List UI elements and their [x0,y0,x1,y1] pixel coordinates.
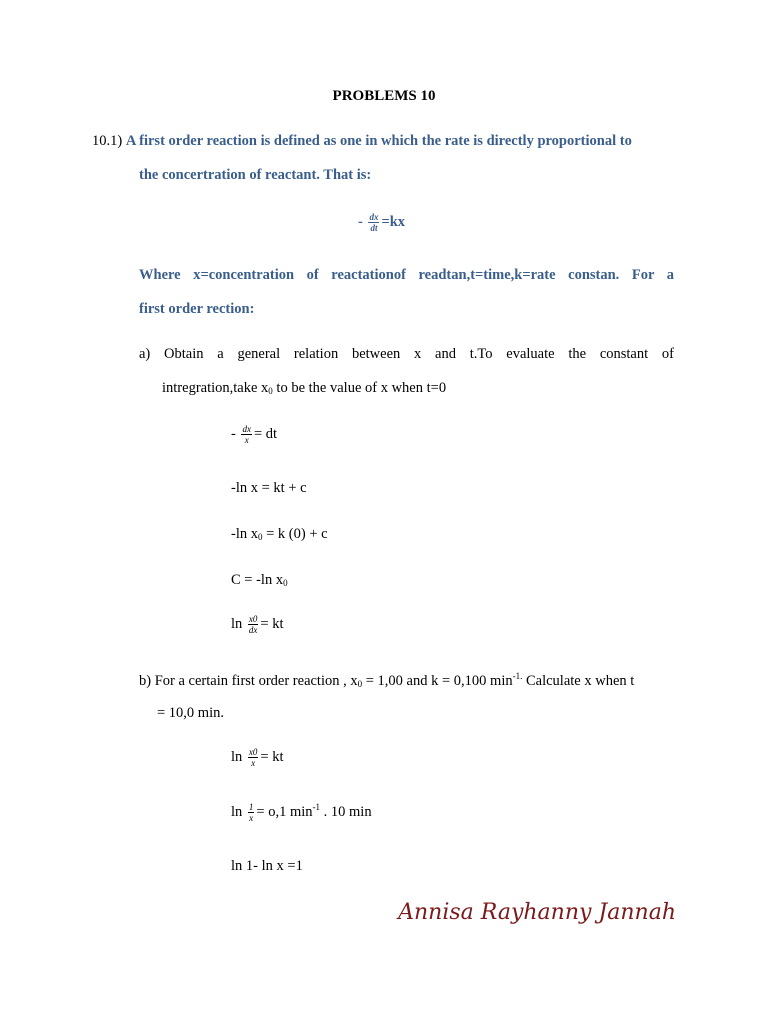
step-fraction [248,614,259,635]
step-fraction [248,802,255,823]
where-line2: first order rection: [139,301,255,317]
rate-equation-minus: - [358,213,363,230]
part-b-line2: = 10,0 min. [157,705,224,721]
step-rhs: = dt [253,425,278,442]
problem-intro-line1 [92,133,632,150]
step-ln: ln [231,804,243,820]
part-a-step1 [231,424,277,445]
fraction-numerator: dx [242,424,251,434]
fraction-denominator: x [249,813,254,824]
part-b-mid: = 1,00 and k = 0,100 min [362,673,513,689]
part-a-line1: a) Obtain a general relation between x and t.To evaluate the constant of [139,346,674,362]
step-text: -ln x [231,526,258,542]
fraction-denominator: dx [248,625,258,635]
problem-intro-text: A first order reaction is defined as one in which the rate is directly proportional to [125,133,632,149]
step-ln: ln [231,748,243,765]
part-b-step2 [231,802,372,823]
problem-intro-line2: the concertration of reactant. That is: [139,167,372,183]
part-b-step1 [231,747,284,768]
where-line1: Where x=concentration of reactationof readtan,t=time,k=rate constan. For a [139,267,674,283]
rate-equation-fraction [368,212,379,233]
fraction-numerator: 1 [248,802,254,813]
subscript: 0 [357,679,363,689]
fraction-denominator: dt [370,223,378,233]
problem-number: 10.1) [92,133,123,149]
rate-equation [358,212,405,233]
part-a-line2 [162,380,446,397]
fraction-numerator: dx [369,212,379,222]
step-minus: - [231,425,236,442]
part-a-step5 [231,614,284,635]
part-a-step2: -ln x = kt + c [231,480,307,496]
step-rest: . 10 min [320,804,372,820]
step-rhs: = kt [260,615,284,632]
part-b-step3: ln 1- ln x =1 [231,858,303,874]
step-text: C = -ln x [231,572,284,588]
part-a-step4 [231,572,288,589]
part-a-line2-text: intregration,take x [162,380,269,396]
step-ln: ln [231,615,243,632]
superscript: -1 [312,802,321,812]
fraction-numerator: x0 [248,747,258,757]
subscript: 0 [283,578,288,588]
part-a-line2-rest: to be the value of x when t=0 [272,380,447,396]
rate-equation-rhs: =kx [381,213,406,230]
part-b-line1 [139,671,634,690]
fraction-denominator: x [244,435,249,445]
page-title: PROBLEMS 10 [332,88,436,104]
step-rhs: = kt [260,748,284,765]
step-rest: = k (0) + c [262,526,328,542]
subscript: 0 [257,532,263,542]
step-fraction [241,424,252,445]
step-mid: = o,1 min [256,804,313,820]
part-b-rest: Calculate x when t [522,673,635,689]
part-a-step3 [231,526,328,543]
step-fraction [248,747,259,768]
superscript: -1. [512,671,523,681]
fraction-denominator: x [251,758,256,768]
subscript: 0 [268,386,273,396]
part-b-text: b) For a certain first order reaction , x [139,673,358,689]
fraction-numerator: x0 [248,614,258,624]
author-signature: Annisa Rayhanny Jannah [398,900,676,925]
